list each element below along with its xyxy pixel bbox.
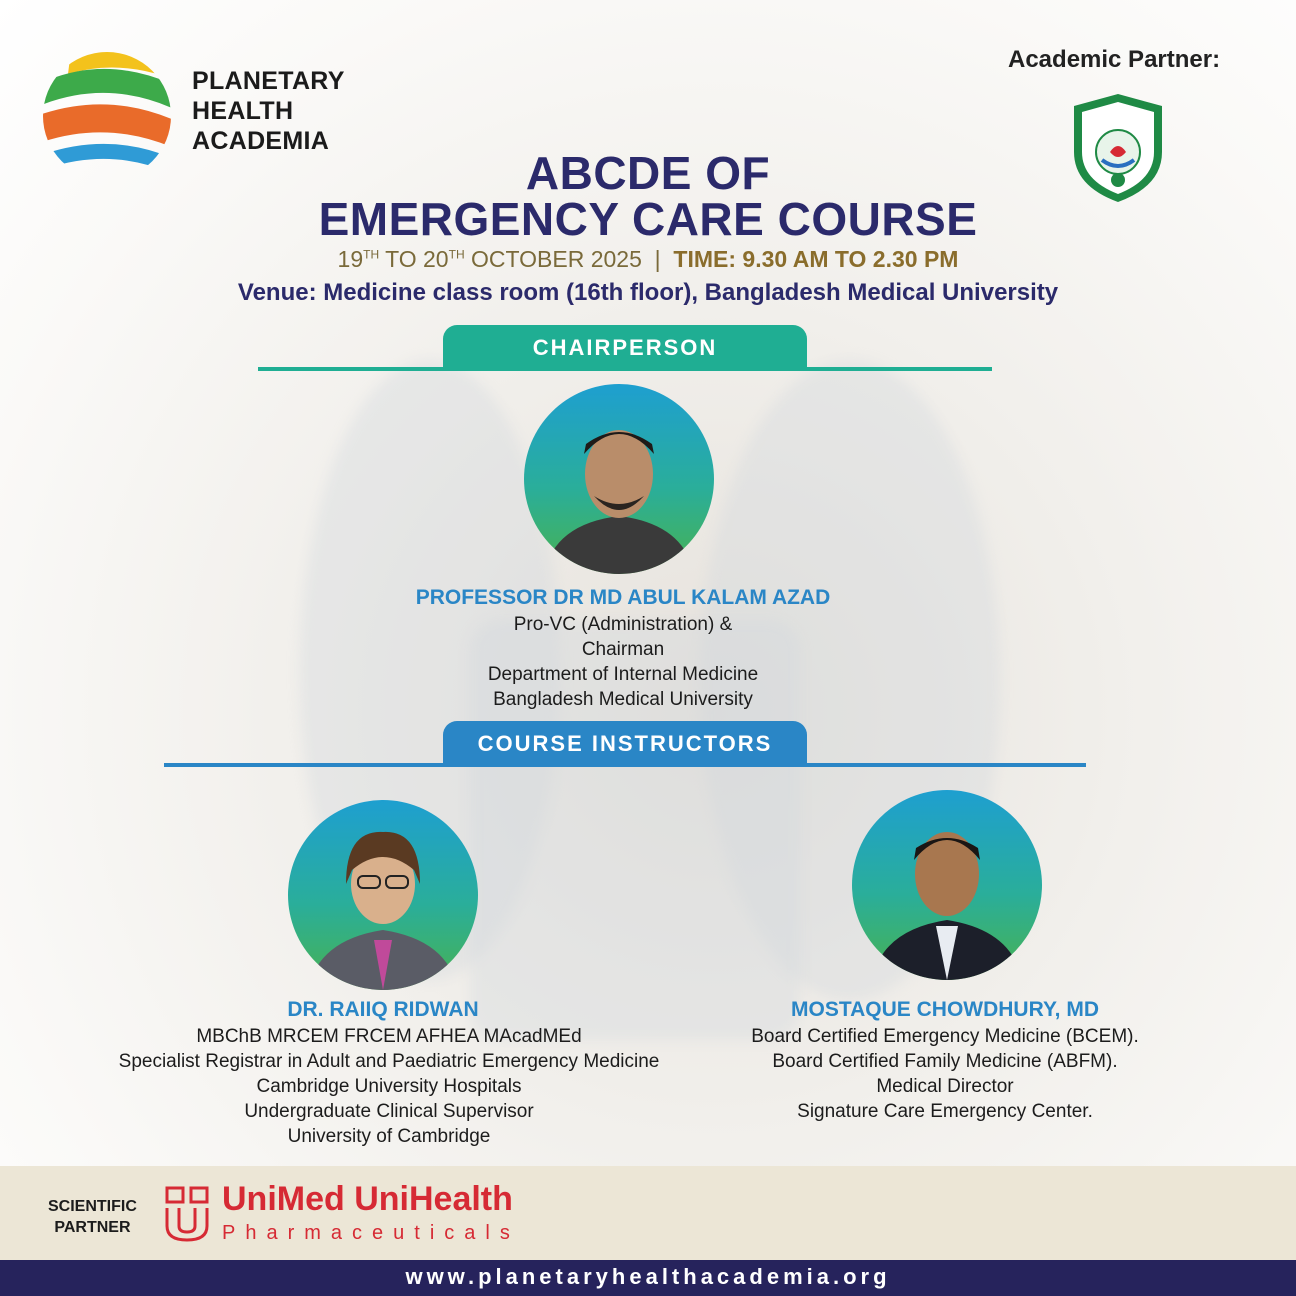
info-line: Medical Director [876,1076,1014,1097]
info-line: Specialist Registrar in Adult and Paediatric Emergency Medicine [118,1051,660,1072]
date-to: TO [379,246,424,272]
course-title-line: EMERGENCY CARE COURSE [318,193,978,245]
separator: | [641,246,674,272]
instructor-info [60,1024,718,1149]
date-month-year: OCTOBER 2025 [464,246,642,272]
info-line: Pro-VC (Administration) & [513,614,733,635]
course-instructors-heading: COURSE INSTRUCTORS [443,721,807,765]
chairperson-info [0,612,1246,712]
info-line: MBChB MRCEM FRCEM AFHEA MAcadMEd [196,1026,582,1047]
info-line: Chairman [581,639,665,660]
event-venue: Venue: Medicine class room (16th floor), Bangladesh Medical University [237,279,1059,306]
unimed-cross-logo-icon [165,1186,209,1242]
info-line: University of Cambridge [287,1126,491,1147]
date-suffix: TH [363,247,380,262]
info-line: Board Certified Emergency Medicine (BCEM). [751,1026,1139,1047]
date-suffix: TH [448,247,465,262]
info-line: Board Certified Family Medicine (ABFM). [772,1051,1118,1072]
instructor-name: MOSTAQUE CHOWDHURY, MD [791,998,1099,1021]
info-line: Cambridge University Hospitals [256,1076,522,1097]
unimed-brand-subtitle: Pharmaceuticals [222,1222,520,1244]
date-end-day: 20 [423,246,449,272]
chairperson-heading: CHAIRPERSON [443,325,807,369]
logo-line: HEALTH [192,97,294,125]
label-line: SCIENTIFIC [48,1198,137,1215]
chairperson-portrait [524,384,714,574]
logo-line: PLANETARY [192,67,345,95]
academy-logo-text [192,66,345,156]
instructor-info [662,1024,1228,1124]
course-title-line: ABCDE OF [525,147,771,199]
event-time: TIME: 9.30 AM TO 2.30 PM [673,246,959,272]
divider [258,367,992,371]
info-line: Department of Internal Medicine [487,664,759,685]
academic-partner-label: Academic Partner: [1008,46,1221,73]
label-line: PARTNER [54,1219,131,1236]
info-line: Bangladesh Medical University [493,689,753,710]
logo-line: ACADEMIA [192,127,330,155]
chairperson-name: PROFESSOR DR MD ABUL KALAM AZAD [415,586,831,609]
info-line: Undergraduate Clinical Supervisor [244,1101,534,1122]
scientific-partner-label [48,1196,137,1238]
unimed-brand-name: UniMed UniHealth [222,1180,513,1218]
instructor-portrait [852,790,1042,980]
event-date-time [0,246,1296,273]
info-line: Signature Care Emergency Center. [797,1101,1093,1122]
instructor-portrait [288,800,478,990]
date-start-day: 19 [337,246,364,272]
divider [164,763,1086,767]
website-link[interactable]: www.planetaryhealthacademia.org [405,1264,891,1289]
instructor-name: DR. RAIIQ RIDWAN [287,998,479,1021]
